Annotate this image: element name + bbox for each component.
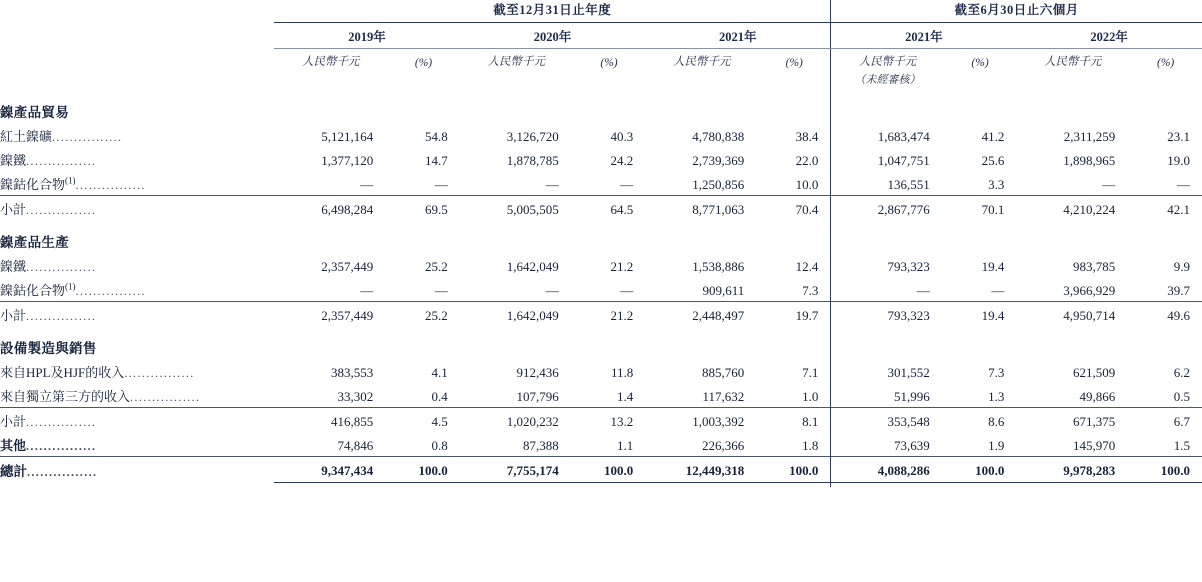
section-header-spacer — [573, 220, 646, 253]
section-header-spacer — [387, 90, 460, 123]
cell-percent: 19.4 — [981, 258, 1005, 274]
cell-percent: 7.3 — [802, 282, 819, 298]
cell-percent: 13.2 — [573, 408, 646, 433]
cell-amount: 1,538,886 — [692, 258, 745, 274]
cell-percent: 1.1 — [617, 437, 634, 453]
row-label-text: 小計 — [0, 413, 27, 429]
row-label-text: 小計 — [0, 307, 27, 323]
row-label-text: 總計 — [0, 463, 27, 479]
cell-amount: 51,996 — [831, 383, 944, 408]
cell-percent: 12.4 — [795, 258, 819, 274]
cell-percent: 19.4 — [944, 302, 1017, 327]
cell-percent: 9.9 — [1173, 258, 1190, 274]
cell-amount: 4,210,224 — [1016, 196, 1129, 221]
cell-amount: 2,357,449 — [321, 258, 374, 274]
cell-amount: 1,642,049 — [506, 258, 559, 274]
cell-percent: 41.2 — [981, 128, 1005, 144]
cell-percent: 6.7 — [1129, 408, 1202, 433]
leader-dots: ................ — [130, 389, 201, 404]
cell-percent: 23.1 — [1167, 128, 1190, 144]
section-header-spacer — [758, 326, 831, 359]
cell-amount: 912,436 — [516, 364, 559, 380]
row-label — [0, 277, 274, 302]
cell-amount: 1,642,049 — [460, 302, 573, 327]
leader-dots: ................ — [26, 259, 97, 274]
leader-dots: ................ — [26, 153, 97, 168]
cell-percent: 11.8 — [611, 364, 634, 380]
row-label — [0, 147, 274, 171]
header-corner-blank — [0, 0, 274, 23]
cell-amount: 1,683,474 — [831, 123, 944, 147]
section-header-spacer — [831, 220, 944, 253]
cell-amount: 73,639 — [831, 432, 944, 457]
section-header-row — [0, 220, 1202, 253]
header-unit-percent-3: (%) — [785, 57, 803, 69]
row-footnote-marker: (1) — [65, 281, 76, 292]
cell-amount: 49,866 — [1079, 388, 1116, 404]
section-header-spacer — [1016, 220, 1129, 253]
header-note-blank-3 — [1016, 71, 1202, 90]
row-label — [0, 383, 274, 408]
section-header-spacer — [460, 220, 573, 253]
section-header-spacer — [758, 220, 831, 253]
cell-percent: 25.2 — [387, 302, 460, 327]
section-header-row — [0, 326, 1202, 359]
cell-percent: 0.8 — [431, 437, 448, 453]
cell-amount: 4,088,286 — [831, 457, 944, 483]
section-header-spacer — [274, 326, 387, 359]
section-header-spacer — [944, 326, 1017, 359]
data-row — [0, 171, 1202, 196]
cell-amount: 1,003,392 — [645, 408, 758, 433]
bottom-rule-cell — [274, 482, 387, 487]
cell-amount: 2,357,449 — [274, 302, 387, 327]
cell-percent: 7.3 — [988, 364, 1005, 380]
section-header-spacer — [460, 90, 573, 123]
cell-percent: 1.4 — [617, 388, 634, 404]
cell-percent: 25.6 — [981, 152, 1005, 168]
row-label-text: 其他 — [0, 437, 27, 453]
cell-amount: 383,553 — [330, 364, 374, 380]
cell-amount: 74,846 — [337, 437, 374, 453]
section-header-spacer — [831, 326, 944, 359]
section-header-spacer — [387, 220, 460, 253]
cell-amount: 8,771,063 — [645, 196, 758, 221]
row-label — [0, 302, 274, 327]
header-period-2022: 2022年 — [1016, 23, 1202, 49]
other-row — [0, 432, 1202, 457]
bottom-rule-cell — [831, 482, 944, 487]
header-unit-currency-3: 人民幣千元 — [673, 56, 731, 68]
bottom-rule-cell — [645, 482, 758, 487]
section-header-spacer — [1016, 326, 1129, 359]
cell-amount: 671,375 — [1016, 408, 1129, 433]
cell-amount: 4,780,838 — [692, 128, 745, 144]
cell-amount: 1,250,856 — [692, 176, 745, 192]
leader-dots: ................ — [75, 177, 146, 192]
cell-amount: 6,498,284 — [274, 196, 387, 221]
section-header-spacer — [645, 90, 758, 123]
row-label-text: 紅土鎳礦 — [0, 128, 53, 144]
bottom-rule-cell — [387, 482, 460, 487]
cell-percent: 42.1 — [1129, 196, 1202, 221]
cell-amount: 7,755,174 — [460, 457, 573, 483]
cell-percent: 100.0 — [758, 457, 831, 483]
subtotal-row — [0, 302, 1202, 327]
header-group-right: 截至6月30日止六個月 — [831, 0, 1202, 23]
section-header-spacer — [1129, 90, 1202, 123]
cell-percent: 70.1 — [944, 196, 1017, 221]
cell-percent: 54.8 — [425, 128, 448, 144]
cell-amount: 1,047,751 — [831, 147, 944, 171]
cell-percent: — — [434, 282, 448, 298]
cell-percent: 19.0 — [1167, 152, 1190, 168]
cell-percent: 0.4 — [431, 388, 448, 404]
total-row — [0, 457, 1202, 483]
header-year-2019: 2019年 — [274, 23, 460, 49]
cell-amount: 5,121,164 — [321, 128, 374, 144]
row-label — [0, 196, 274, 221]
cell-amount: 2,867,776 — [831, 196, 944, 221]
cell-amount: 1,878,785 — [506, 152, 559, 168]
cell-amount: — — [545, 282, 559, 298]
section-header-spacer — [1129, 326, 1202, 359]
row-label — [0, 171, 274, 196]
bottom-rule-cell — [573, 482, 646, 487]
row-footnote-marker: (1) — [65, 175, 76, 186]
cell-amount: 885,760 — [701, 364, 745, 380]
cell-amount: 4,950,714 — [1016, 302, 1129, 327]
cell-amount: 145,970 — [1073, 437, 1116, 453]
section-header-spacer — [944, 220, 1017, 253]
row-label-text: 來自獨立第三方的收入 — [0, 388, 131, 404]
cell-amount: 793,323 — [831, 302, 944, 327]
cell-amount: 33,302 — [337, 388, 374, 404]
cell-percent: 21.2 — [610, 258, 634, 274]
cell-percent: — — [1177, 176, 1190, 192]
section-title: 鎳產品生產 — [0, 235, 69, 250]
subtotal-row — [0, 408, 1202, 433]
leader-dots: ................ — [26, 414, 97, 429]
cell-amount: 1,020,232 — [460, 408, 573, 433]
cell-amount: 2,311,259 — [1063, 128, 1116, 144]
bottom-rule-cell — [0, 482, 274, 487]
cell-amount: 621,509 — [1073, 364, 1116, 380]
cell-percent: 70.4 — [758, 196, 831, 221]
cell-percent: 69.5 — [387, 196, 460, 221]
cell-percent: 6.2 — [1173, 364, 1190, 380]
cell-percent: 64.5 — [573, 196, 646, 221]
leader-dots: ................ — [26, 308, 97, 323]
cell-percent: 25.2 — [425, 258, 448, 274]
cell-percent: 4.1 — [431, 364, 448, 380]
cell-percent: 21.2 — [573, 302, 646, 327]
cell-percent: 8.1 — [758, 408, 831, 433]
cell-amount: — — [360, 176, 374, 192]
cell-amount: 793,323 — [831, 253, 944, 277]
cell-percent: 100.0 — [387, 457, 460, 483]
cell-amount: — — [545, 176, 559, 192]
cell-percent: 100.0 — [573, 457, 646, 483]
cell-percent: 1.0 — [802, 388, 819, 404]
section-header-spacer — [274, 90, 387, 123]
header-unit-percent-1: (%) — [414, 57, 433, 69]
cell-percent: — — [620, 282, 634, 298]
row-label-text: 小計 — [0, 201, 27, 217]
cell-amount: 301,552 — [831, 359, 944, 383]
cell-amount: 416,855 — [274, 408, 387, 433]
row-label-text: 鎳鈷化合物 — [0, 282, 66, 298]
cell-percent: 100.0 — [1129, 457, 1202, 483]
row-label-text: 來自HPL及HJF的收入 — [0, 364, 125, 380]
cell-percent: 1.3 — [988, 388, 1005, 404]
row-label-text: 鎳鐵 — [0, 258, 27, 274]
leader-dots: ................ — [124, 365, 195, 380]
header-note-row — [0, 71, 1202, 90]
leader-dots: ................ — [27, 464, 98, 479]
header-unit-currency-2: 人民幣千元 — [487, 56, 545, 68]
row-label — [0, 432, 274, 457]
header-note-blank — [0, 71, 831, 90]
bottom-rule-cell — [460, 482, 573, 487]
cell-amount: — — [831, 277, 944, 302]
header-unit-row — [0, 49, 1202, 72]
cell-amount: 5,005,505 — [460, 196, 573, 221]
header-year-blank — [0, 23, 274, 49]
cell-percent: 1.5 — [1173, 437, 1190, 453]
section-header-spacer — [831, 90, 944, 123]
header-unaudited-note: （未經審核） — [831, 71, 944, 90]
bottom-rule-cell — [758, 482, 831, 487]
header-unit-currency-5: 人民幣千元 — [1044, 56, 1102, 68]
cell-percent: 8.6 — [944, 408, 1017, 433]
leader-dots: ................ — [26, 438, 97, 453]
cell-amount: 2,739,369 — [692, 152, 745, 168]
cell-amount: 1,377,120 — [321, 152, 374, 168]
cell-percent: 40.3 — [610, 128, 634, 144]
cell-percent: 4.5 — [387, 408, 460, 433]
cell-percent: — — [434, 176, 448, 192]
table-bottom-rule — [0, 482, 1202, 487]
cell-amount: 107,796 — [516, 388, 559, 404]
cell-percent: 22.0 — [795, 152, 819, 168]
header-year-row — [0, 23, 1202, 49]
data-row — [0, 147, 1202, 171]
cell-percent: 38.4 — [795, 128, 819, 144]
cell-amount: 117,632 — [702, 388, 745, 404]
data-row — [0, 253, 1202, 277]
section-header-spacer — [274, 220, 387, 253]
leader-dots: ................ — [75, 283, 146, 298]
data-row — [0, 383, 1202, 408]
header-unit-currency-4: 人民幣千元 — [831, 49, 944, 72]
cell-percent: — — [991, 282, 1005, 298]
cell-amount: 3,966,929 — [1063, 282, 1116, 298]
bottom-rule-cell — [1129, 482, 1202, 487]
section-header-spacer — [758, 90, 831, 123]
cell-amount: 909,611 — [702, 282, 745, 298]
cell-percent: 3.3 — [988, 176, 1005, 192]
section-header-spacer — [944, 90, 1017, 123]
section-header-spacer — [573, 90, 646, 123]
cell-amount: 87,388 — [522, 437, 559, 453]
section-header-spacer — [1016, 90, 1129, 123]
cell-amount: 353,548 — [831, 408, 944, 433]
cell-percent: 24.2 — [610, 152, 634, 168]
row-label-text: 鎳鈷化合物 — [0, 176, 66, 192]
section-header-spacer — [645, 326, 758, 359]
header-unit-blank — [0, 49, 274, 72]
cell-amount: 226,366 — [701, 437, 745, 453]
row-label — [0, 457, 274, 483]
section-title: 設備製造與銷售 — [0, 341, 97, 356]
section-header-spacer — [645, 220, 758, 253]
header-note-blank-2 — [944, 71, 1017, 90]
header-unit-percent-4: (%) — [971, 57, 989, 69]
table-body — [0, 90, 1202, 487]
cell-percent: 100.0 — [944, 457, 1017, 483]
header-unit-percent-5: (%) — [1157, 57, 1175, 69]
cell-percent: 14.7 — [425, 152, 448, 168]
cell-percent: 39.7 — [1167, 282, 1190, 298]
header-year-2020: 2020年 — [460, 23, 646, 49]
leader-dots: ................ — [52, 129, 123, 144]
cell-amount: 3,126,720 — [506, 128, 559, 144]
header-period-2021: 2021年 — [831, 23, 1017, 49]
section-header-spacer — [1129, 220, 1202, 253]
row-label-text: 鎳鐵 — [0, 152, 27, 168]
header-group-left: 截至12月31日止年度 — [274, 0, 831, 23]
cell-percent: 1.8 — [802, 437, 819, 453]
cell-amount: 983,785 — [1073, 258, 1116, 274]
cell-percent: 49.6 — [1129, 302, 1202, 327]
cell-amount: 2,448,497 — [645, 302, 758, 327]
section-header-spacer — [460, 326, 573, 359]
cell-percent: — — [620, 176, 634, 192]
header-unit-percent-2: (%) — [600, 57, 618, 69]
cell-amount: 136,551 — [831, 171, 944, 196]
cell-amount: — — [1102, 176, 1116, 192]
cell-amount: 1,898,965 — [1063, 152, 1116, 168]
row-label — [0, 253, 274, 277]
cell-percent: 19.7 — [758, 302, 831, 327]
leader-dots: ................ — [26, 202, 97, 217]
header-unit-currency-1: 人民幣千元 — [301, 56, 360, 68]
cell-percent: 10.0 — [795, 176, 819, 192]
cell-percent: 0.5 — [1173, 388, 1190, 404]
header-group-row — [0, 0, 1202, 23]
bottom-rule-cell — [1016, 482, 1129, 487]
cell-percent: 7.1 — [802, 364, 819, 380]
section-header-spacer — [387, 326, 460, 359]
section-header-spacer — [573, 326, 646, 359]
section-header-row — [0, 90, 1202, 123]
cell-amount: — — [360, 282, 374, 298]
data-row — [0, 359, 1202, 383]
data-row — [0, 123, 1202, 147]
cell-amount: 12,449,318 — [645, 457, 758, 483]
cell-amount: 9,347,434 — [274, 457, 387, 483]
row-label — [0, 408, 274, 433]
bottom-rule-cell — [944, 482, 1017, 487]
cell-amount: 9,978,283 — [1016, 457, 1129, 483]
row-label — [0, 359, 274, 383]
data-row — [0, 277, 1202, 302]
section-title: 鎳產品貿易 — [0, 105, 69, 120]
cell-percent: 1.9 — [988, 437, 1005, 453]
subtotal-row — [0, 196, 1202, 221]
row-label — [0, 123, 274, 147]
header-year-2021: 2021年 — [645, 23, 831, 49]
